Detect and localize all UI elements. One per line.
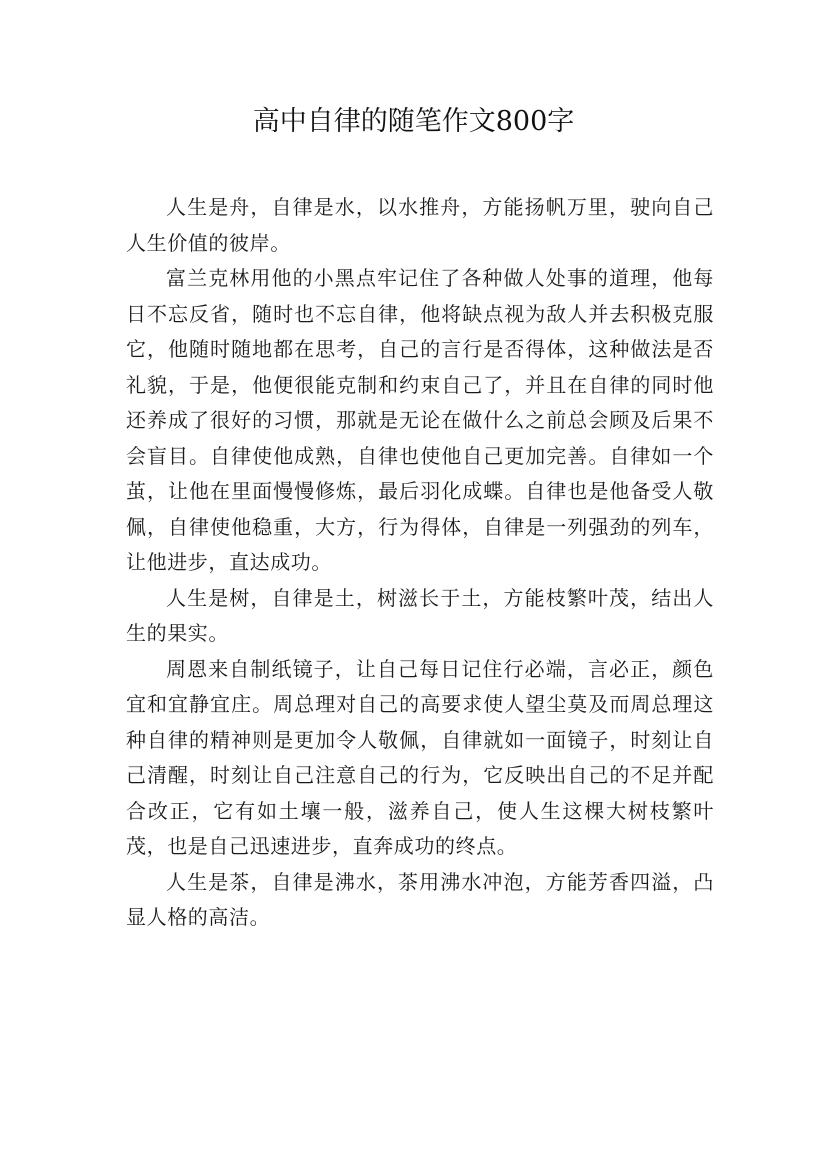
paragraph-4: 周恩来自制纸镜子，让自己每日记住行必端，言必正，颜色宜和宜静宜庄。周总理对自己的高要求使人望尘莫及而周总理这种自律的精神则是更加令人敬佩，自律就如一面镜子，时刻让自己清醒，时刻让自己注意自己的行为，它反映出自己的不足并配合改正，它有如土壤一般，滋养自己，使人生这棵大树枝繁叶茂，也是自己迅速进步，直奔成功的终点。 [126, 656, 714, 858]
paragraph-5: 人生是茶，自律是沸水，茶用沸水冲泡，方能芳香四溢，凸显人格的高洁。 [126, 869, 714, 929]
document-title: 高中自律的随笔作文800字 [252, 106, 575, 137]
paragraph-1: 人生是舟，自律是水，以水推舟，方能扬帆万里，驶向自己人生价值的彼岸。 [126, 195, 714, 255]
paragraph-3: 人生是树，自律是土，树滋长于土，方能枝繁叶茂，结出人生的果实。 [126, 585, 714, 645]
paragraph-2: 富兰克林用他的小黑点牢记住了各种做人处事的道理，他每日不忘反省，随时也不忘自律，他将缺点视为敌人并去积极克服它，他随时随地都在思考，自己的言行是否得体，这种做法是否礼貌，于是，他便很能克制和约束自己了，并且在自律的同时他还养成了很好的习惯，那就是无论在做什么之前总会顾及后果不会盲目。自律使他成熟，自律也使他自己更加完善。自律如一个茧，让他在里面慢慢修炼，最后羽化成蝶。自律也是他备受人敬佩，自律使他稳重，大方，行为得体，自律是一列强劲的列车，让他进步，直达成功。 [126, 266, 714, 574]
document-body [126, 190, 714, 936]
